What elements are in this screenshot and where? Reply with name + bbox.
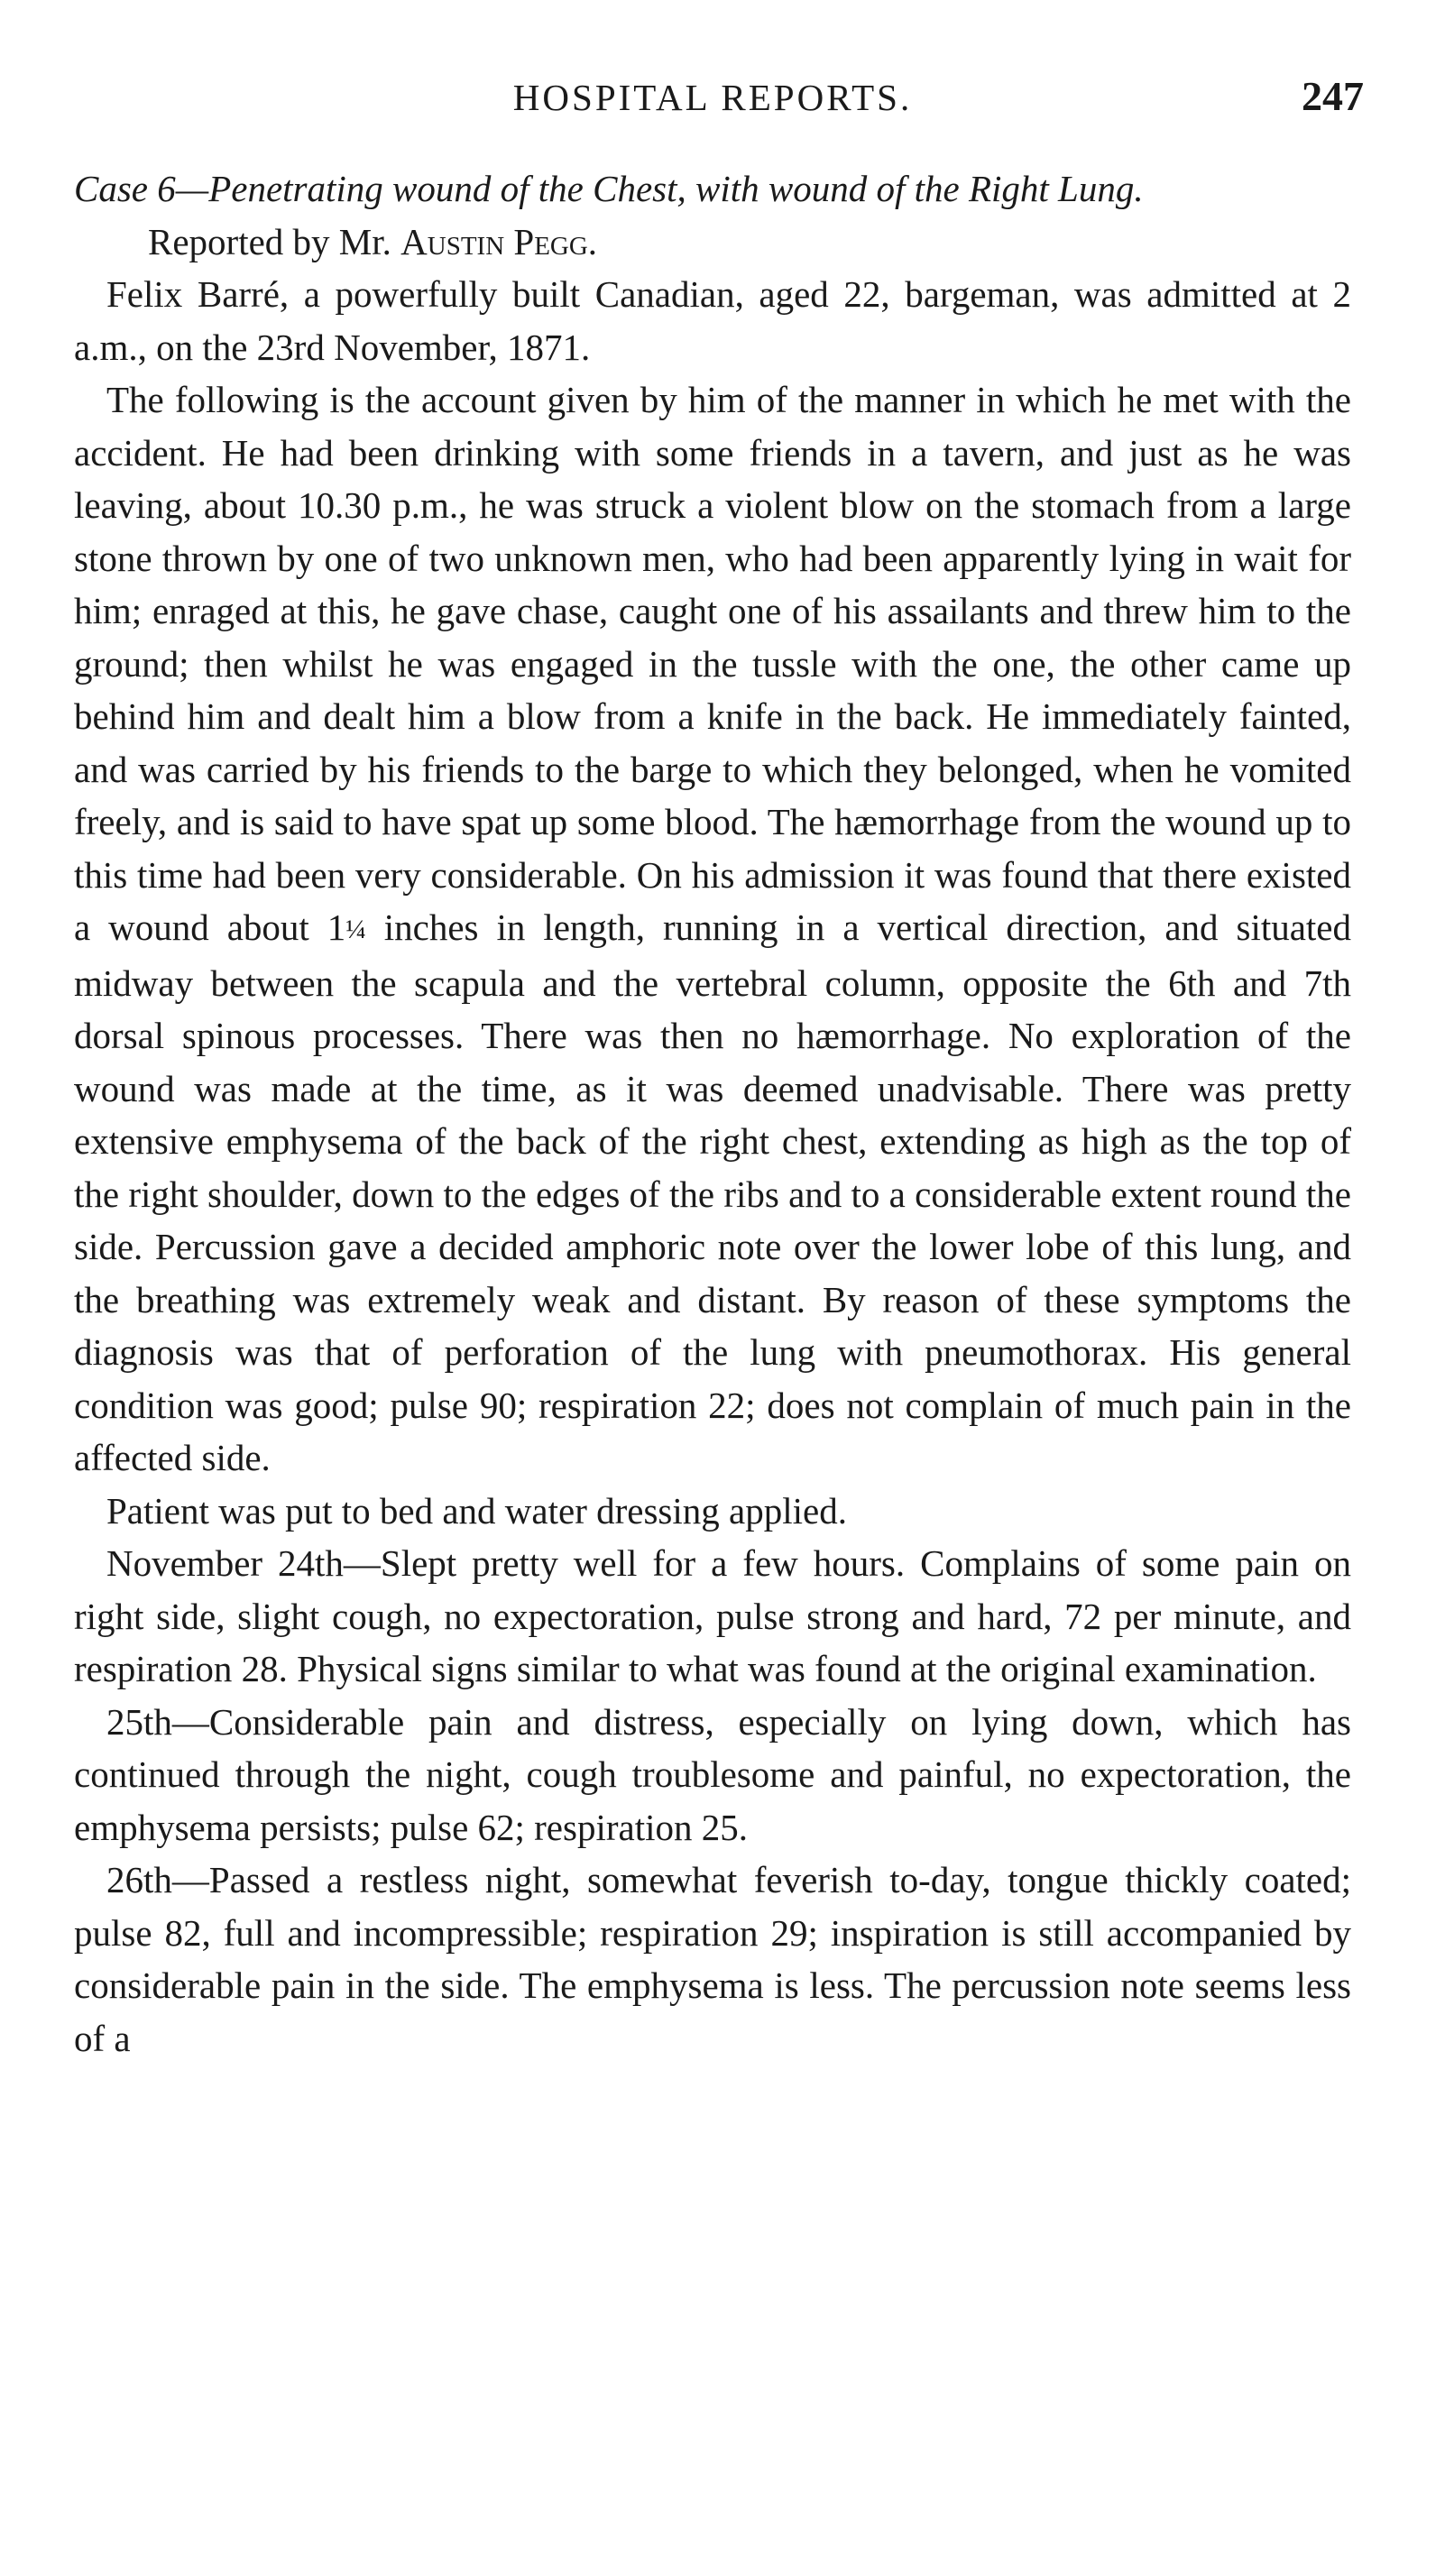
wound-length bbox=[327, 906, 366, 948]
paragraph-nov-24: November 24th—Slept pretty well for a few hours. Complains of some pain on right side, slight cough, no expectoration, pulse strong and hard, 72 per minute, and respiration 28. Physical signs similar to what was found at the original examination. bbox=[74, 1542, 1351, 1689]
paragraph-nov-25: 25th—Considerable pain and distress, especially on lying down, which has continued through the night, cough troublesome and painful, no expectoration, the emphysema persists; pulse 62; respiration 25. bbox=[74, 1700, 1351, 1848]
case-title: —Penetrating wound of the Chest, with wound of the Right Lung. bbox=[175, 168, 1144, 209]
reporter-name: Austin Pegg. bbox=[400, 220, 598, 262]
running-head bbox=[72, 73, 1364, 130]
paragraph-admission: Felix Barré, a powerfully built Canadian, aged 22, bargeman, was admitted at 2 a.m., on the 23rd November, 1871. bbox=[74, 273, 1351, 368]
running-title: HOSPITAL REPORTS. bbox=[512, 77, 913, 118]
wound-length-whole: 1 bbox=[327, 906, 346, 948]
case-heading bbox=[74, 162, 1351, 216]
paragraph-treatment: Patient was put to bed and water dressing applied. bbox=[106, 1489, 847, 1532]
reporter-line bbox=[74, 216, 1351, 269]
account-text-part-2: inches in length, running in a vertical direction, and situated midway between the scapula and the vertebral column, opposite the 6th and 7th dorsal spinous processes. There was then no hæmorrhage. No exploration of the wound was made at the time, as it was deemed unadvisable. There was pretty extensive emphysema of the back of the right chest, extending as high as the top of the right shoulder, down to the edges of the ribs and to a considerable extent round the side. Percussion gave a decided amphoric note over the lower lobe of this lung, and the breathing was extremely weak and distant. By reason of these symptoms the diagnosis was that of perforation of the lung with pneumothorax. His general condition was good; pulse 90; respiration 22; does not complain of much pain in the affected side. bbox=[74, 906, 1352, 1478]
reported-by-label: Reported by Mr. bbox=[148, 220, 391, 262]
paragraph-account bbox=[74, 373, 1351, 1485]
page-number: 247 bbox=[1302, 73, 1364, 119]
account-text-part-1: The following is the account given by him of the manner in which he met with the accident. He had been drinking with some friends in a tavern, and just as he was leaving, about 10.30 p.m., he was struck a violent blow on the stomach from a large stone thrown by one of two unknown men, who had been apparently lying in wait for him; enraged at this, he gave chase, caught one of his assailants and threw him to the ground; then whilst he was engaged in the tussle with the one, the other came up behind him and dealt him a blow from a knife in the back. He immediately fainted, and was carried by his friends to the barge to which they belonged, when he vomited freely, and is said to have spat up some blood. The hæmorrhage from the wound up to this time had been very considerable. On his admission it was found that there existed a wound about bbox=[74, 379, 1351, 948]
paragraph-nov-26: 26th—Passed a restless night, somewhat feverish to-day, tongue thickly coated; pulse 82, full and incompressible; respiration 29; inspiration is still accompanied by considerable pain in the side. The emphysema is less. The percussion note seems less of a bbox=[74, 1859, 1351, 2059]
body-text bbox=[74, 162, 1351, 2065]
wound-length-fraction: ¼ bbox=[345, 915, 366, 944]
case-number: Case 6 bbox=[74, 168, 176, 209]
